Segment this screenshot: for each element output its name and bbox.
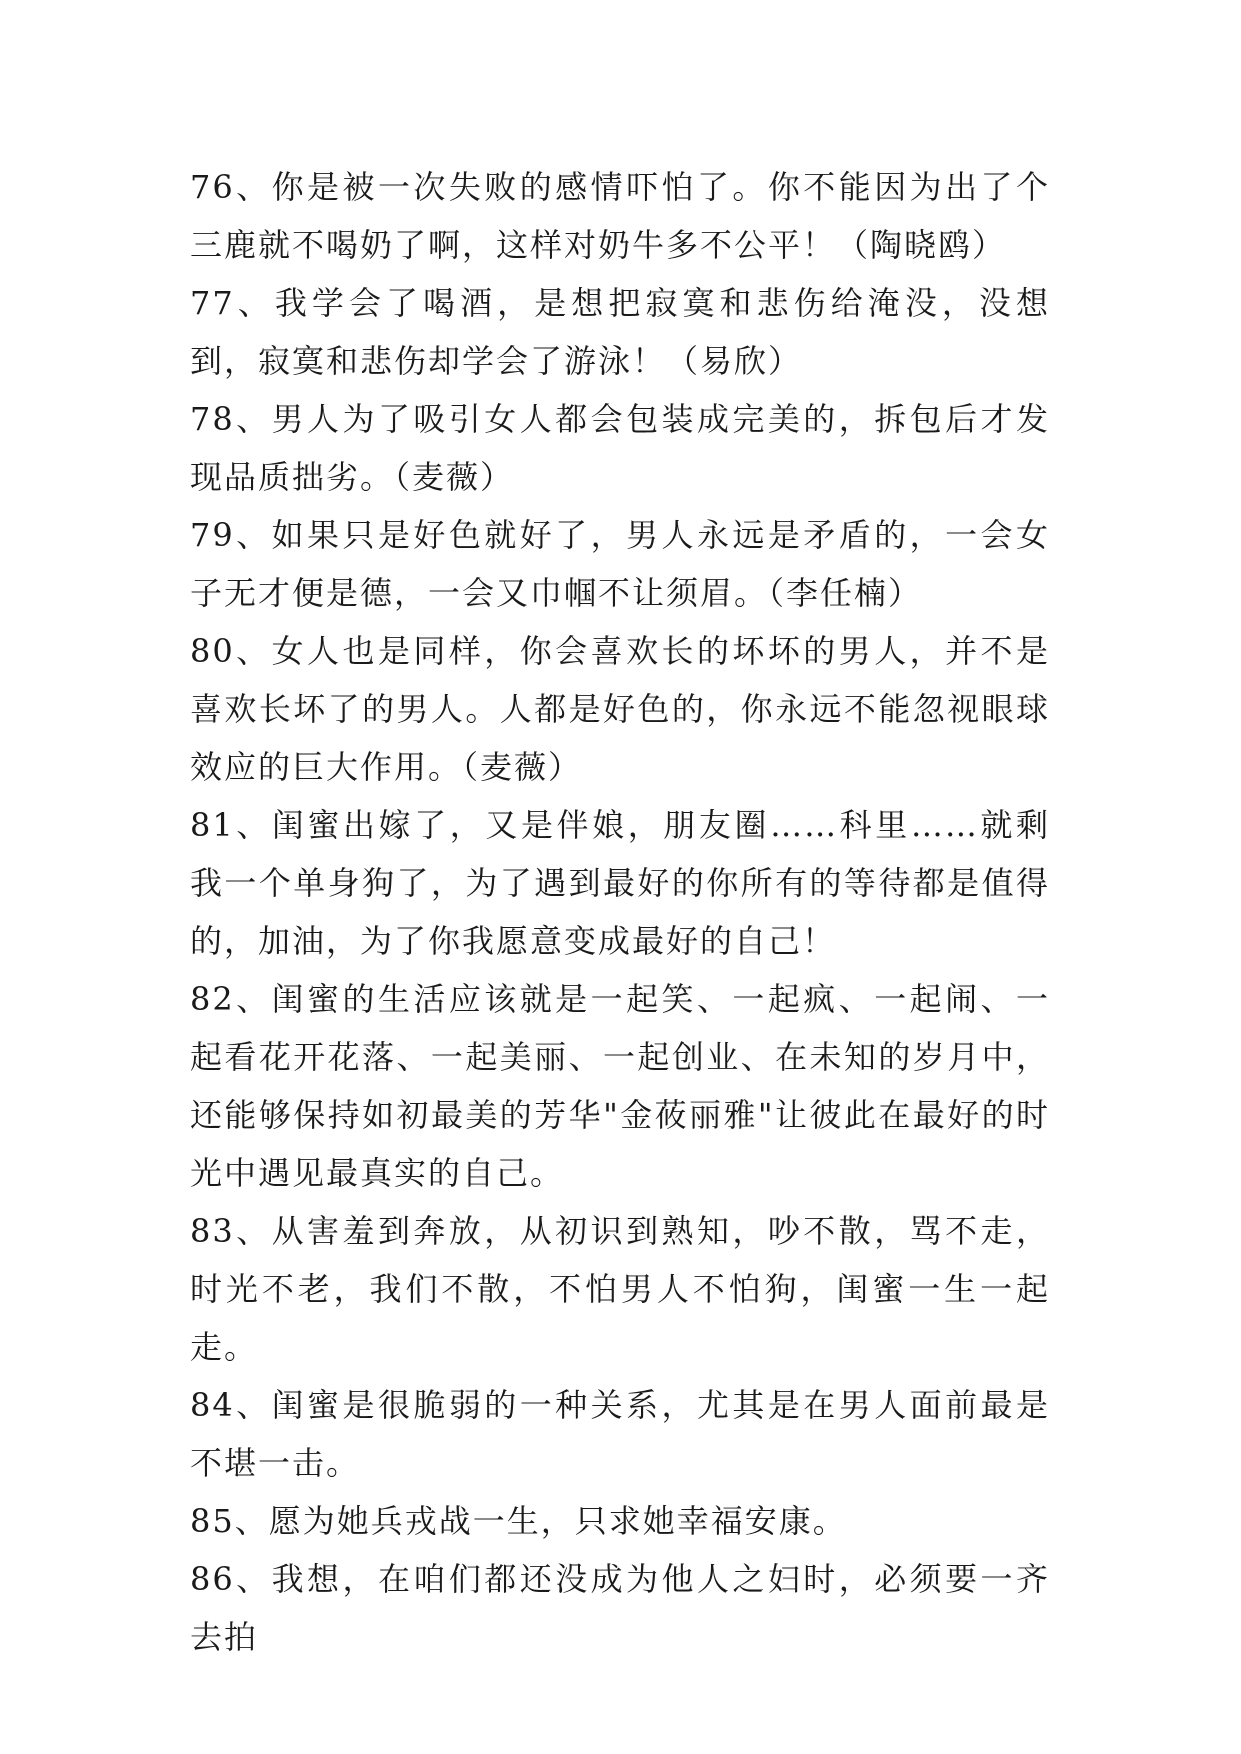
quote-entry-85: 85、愿为她兵戎战一生，只求她幸福安康。	[190, 1502, 847, 1540]
quote-entry-84: 84、闺蜜是很脆弱的一种关系，尤其是在男人面前最是不堪一击。	[190, 1386, 1050, 1482]
quote-entry-83: 83、从害羞到奔放，从初识到熟知，吵不散，骂不走，时光不老，我们不散，不怕男人不怕狗，闺蜜一生一起走。	[190, 1212, 1050, 1366]
quote-entry-82: 82、闺蜜的生活应该就是一起笑、一起疯、一起闹、一起看花开花落、一起美丽、一起创业、在未知的岁月中，还能够保持如初最美的芳华"金莜丽雅"让彼此在最好的时光中遇见最真实的自己。	[190, 980, 1050, 1192]
quote-entry-76: 76、你是被一次失败的感情吓怕了。你不能因为出了个三鹿就不喝奶了啊，这样对奶牛多不公平！（陶晓鸥）	[190, 168, 1050, 264]
quote-entry-86: 86、我想，在咱们都还没成为他人之妇时，必须要一齐去拍	[190, 1560, 1050, 1656]
quote-entry-79: 79、如果只是好色就好了，男人永远是矛盾的，一会女子无才便是德，一会又巾帼不让须眉。（李任楠）	[190, 516, 1050, 612]
quote-entry-81: 81、闺蜜出嫁了，又是伴娘，朋友圈……科里……就剩我一个单身狗了，为了遇到最好的你所有的等待都是值得的，加油，为了你我愿意变成最好的自己！	[190, 806, 1050, 960]
document-page	[190, 158, 1050, 1666]
quote-entry-80: 80、女人也是同样，你会喜欢长的坏坏的男人，并不是喜欢长坏了的男人。人都是好色的，你永远不能忽视眼球效应的巨大作用。（麦薇）	[190, 632, 1050, 786]
quote-entry-77: 77、我学会了喝酒，是想把寂寞和悲伤给淹没，没想到，寂寞和悲伤却学会了游泳！（易欣）	[190, 284, 1050, 380]
quote-entry-78: 78、男人为了吸引女人都会包装成完美的，拆包后才发现品质拙劣。（麦薇）	[190, 400, 1050, 496]
